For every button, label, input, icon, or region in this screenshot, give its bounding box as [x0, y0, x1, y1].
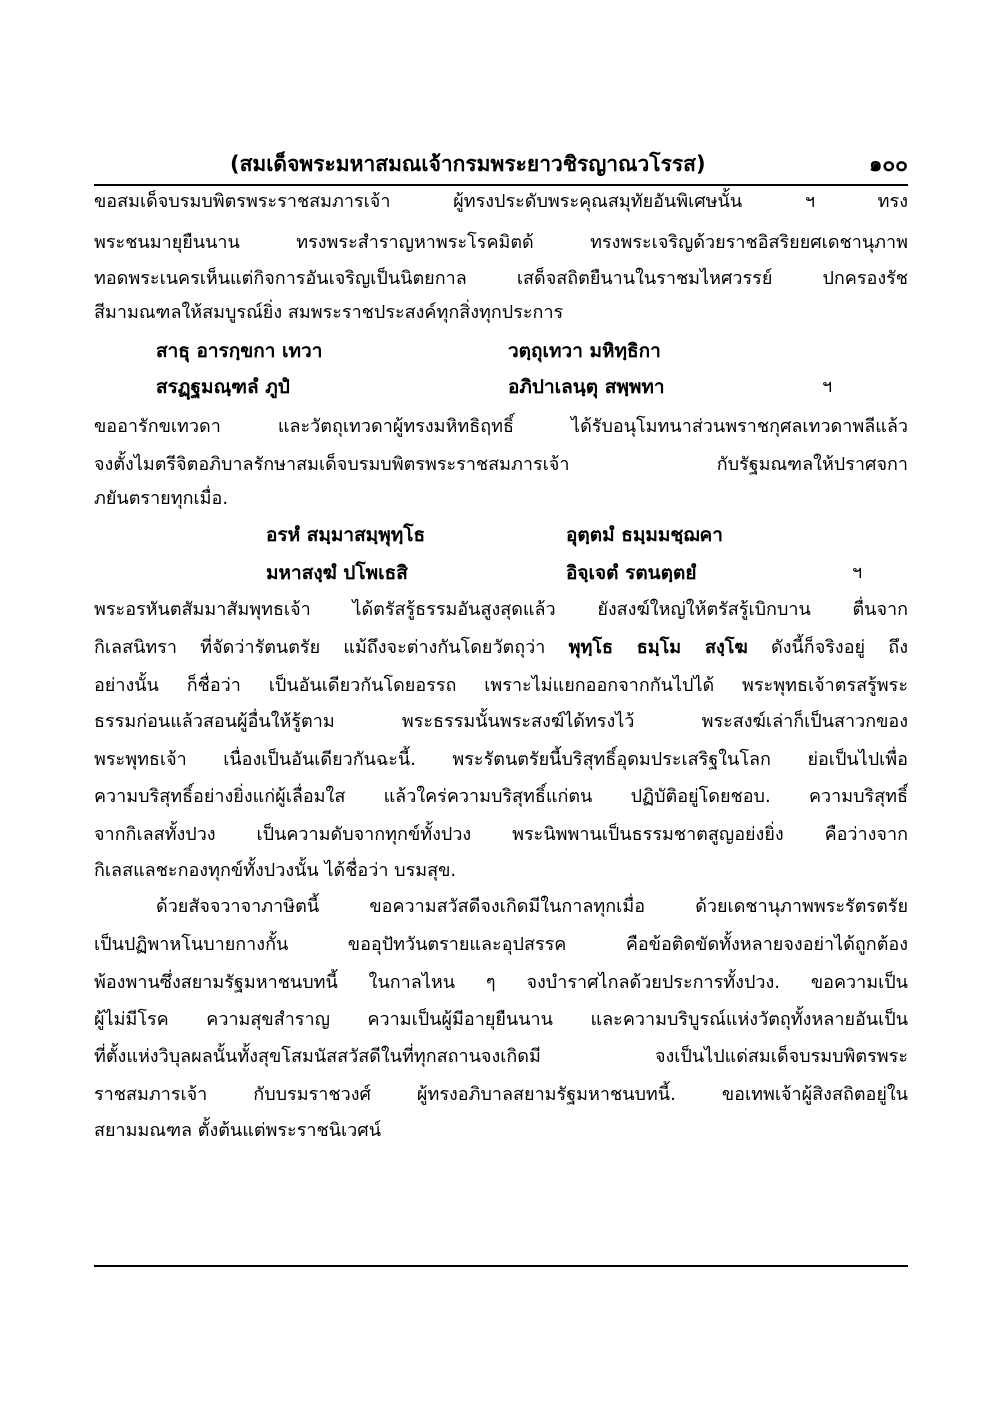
verse-2-line-1-left: อรหํ สมฺมาสมฺพุทฺโธ — [266, 524, 426, 546]
paragraph-1-line: ขอสมเด็จบรมบพิตรพระราชสมภารเจ้า ผู้ทรงประดับพระคุณสมุทัยอันพิเศษนั้น ฯ ทรง — [94, 191, 908, 212]
paragraph-4-line: พ้องพานซึ่งสยามรัฐมหาชนบทนี้ ในกาลไหน ๆ จงบำราศไกลด้วยประการทั้งปวง. ขอความเป็น — [94, 972, 908, 993]
paragraph-3-line: ธรรมก่อนแล้วสอนผู้อื่นให้รู้ตาม พระธรรมนั้นพระสงฆ์ได้ทรงไว้ พระสงฆ์เล่าก็เป็นสาวกของ — [94, 711, 908, 732]
paragraph-1-line: สีมามณฑลให้สมบูรณ์ยิ่ง สมพระราชประสงค์ทุกสิ่งทุกประการ — [94, 302, 564, 323]
paragraph-4-line: ราชสมภารเจ้า กับบรมราชวงศ์ ผู้ทรงอภิบาลสยามรัฐมหาชนบทนี้. ขอเทพเจ้าผู้สิงสถิตอยู่ใน — [94, 1084, 908, 1105]
verse-2-end-mark: ฯ — [852, 562, 863, 583]
page-title: (สมเด็จพระมหาสมณเจ้ากรมพระยาวชิรญาณวโรรส) — [230, 152, 706, 176]
page-header — [94, 140, 908, 184]
paragraph-2-line: จงตั้งไมตรีจิตอภิบาลรักษาสมเด็จบรมบพิตรพระราชสมภารเจ้า กับรัฐมณฑลให้ปราศจกา — [94, 454, 908, 475]
verse-1-line-2-left: สรฏฺฐมณฺฑลํ ภูปํ — [156, 376, 290, 398]
paragraph-4-line: เป็นปฏิพาหโนบายกางกั้น ขออุปัทวันตรายและอุปสรรค คือข้อติดขัดทั้งหลายจงอย่าได้ถูกต้อง — [94, 934, 908, 955]
paragraph-4-line: สยามมณฑล ตั้งต้นแต่พระราชนิเวศน์ — [94, 1120, 382, 1141]
verse-2-line-2-left: มหาสงฺฆํ ปโพเธสิ — [266, 562, 408, 584]
paragraph-3-text: กิเลสนิทรา ที่จัดว่ารัตนตรัย แม้ถึงจะต่างกันโดยวัตถุว่า — [94, 637, 569, 658]
verse-1-end-mark: ฯ — [822, 376, 833, 397]
verse-1-line-1-left: สาธุ อารกฺขกา เทวา — [156, 340, 323, 362]
paragraph-3-line: ความบริสุทธิ์อย่างยิ่งแก่ผู้เลื่อมใส แล้วใคร่ความบริสุทธิ์แก่ตน ปฏิบัติอยู่โดยชอบ. ความบริสุทธิ์ — [94, 786, 908, 807]
pali-triple-gem: พุทฺโธ ธมฺโม สงฺโฆ — [568, 637, 748, 658]
paragraph-4-line: ผู้ไม่มีโรค ความสุขสำราญ ความเป็นผู้มีอายุยืนนาน และความบริบูรณ์แห่งวัตถุทั้งหลายอันเป็น — [94, 1009, 908, 1030]
paragraph-3-line: พระพุทธเจ้า เนื่องเป็นอันเดียวกันฉะนี้. พระรัตนตรัยนี้บริสุทธิ์อุดมประเสริฐในโลก ย่อเป็นไปเพื่อ — [94, 749, 908, 770]
paragraph-1-line: ทอดพระเนครเห็นแต่กิจการอันเจริญเป็นนิตยกาล เสด็จสถิตยืนานในราชมไหศวรรย์ ปกครองรัช — [94, 268, 908, 289]
paragraph-4-line: ด้วยสัจจวาจาภาษิตนี้ ขอความสวัสดีจงเกิดมีในกาลทุกเมื่อ ด้วยเดชานุภาพพระรัตรตรัย — [156, 896, 908, 917]
paragraph-3-line: พระอรหันตสัมมาสัมพุทธเจ้า ได้ตรัสรู้ธรรมอันสูงสุดแล้ว ยังสงฆ์ใหญ่ให้ตรัสรู้เบิกบาน ตื่นจาก — [94, 599, 908, 620]
page-number: ๑๐๐ — [869, 152, 908, 176]
footer-rule — [94, 1265, 908, 1267]
paragraph-3-line: กิเลสแลชะกองทุกข์ทั้งปวงนั้น ได้ชื่อว่า บรมสุข. — [94, 860, 457, 881]
verse-2-line-2-right: อิจฺเจตํ รตนตฺตยํ — [566, 562, 697, 584]
verse-2-line-1-right: อุตฺตมํ ธมฺมมชฺฌคา — [566, 524, 723, 546]
header-rule — [94, 184, 908, 186]
paragraph-2-line: ขออารักขเทวดา และวัตถุเทวดาผู้ทรงมหิทธิฤทธิ์ ได้รับอนุโมทนาส่วนพราชกุศลเทวดาพลีแล้ว — [94, 416, 908, 437]
paragraph-3-line — [94, 633, 908, 663]
paragraph-2-line: ภยันตรายทุกเมื่อ. — [94, 488, 229, 509]
paragraph-3-text: ดังนี้ก็จริงอยู่ ถึง — [747, 637, 908, 658]
paragraph-4-line: ที่ตั้งแห่งวิบุลผลนั้นทั้งสุขโสมนัสสวัสดีในที่ทุกสถานจงเกิดมี จงเป็นไปแด่สมเด็จบรมบพิตรพระ — [94, 1046, 908, 1067]
paragraph-3-line: จากกิเลสทั้งปวง เป็นความดับจากทุกข์ทั้งปวง พระนิพพานเป็นธรรมชาตสูญอย่งยิ่ง คือว่างจาก — [94, 824, 908, 845]
verse-1-line-2-right: อภิปาเลนฺตุ สพฺพทา — [508, 376, 665, 398]
paragraph-3-line: อย่างนั้น ก็ชื่อว่า เป็นอันเดียวกันโดยอรรถ เพราะไม่แยกออกจากกันไปได้ พระพุทธเจ้าตรสรู้พระ — [94, 675, 908, 696]
paragraph-1-line: พระชนมายุยืนนาน ทรงพระสำราญหาพระโรคมิตด้ ทรงพระเจริญด้วยราชอิสริยยศเดชานุภาพ — [94, 232, 908, 253]
verse-1-line-1-right: วตฺถุเทวา มหิทฺธิกา — [508, 340, 661, 362]
